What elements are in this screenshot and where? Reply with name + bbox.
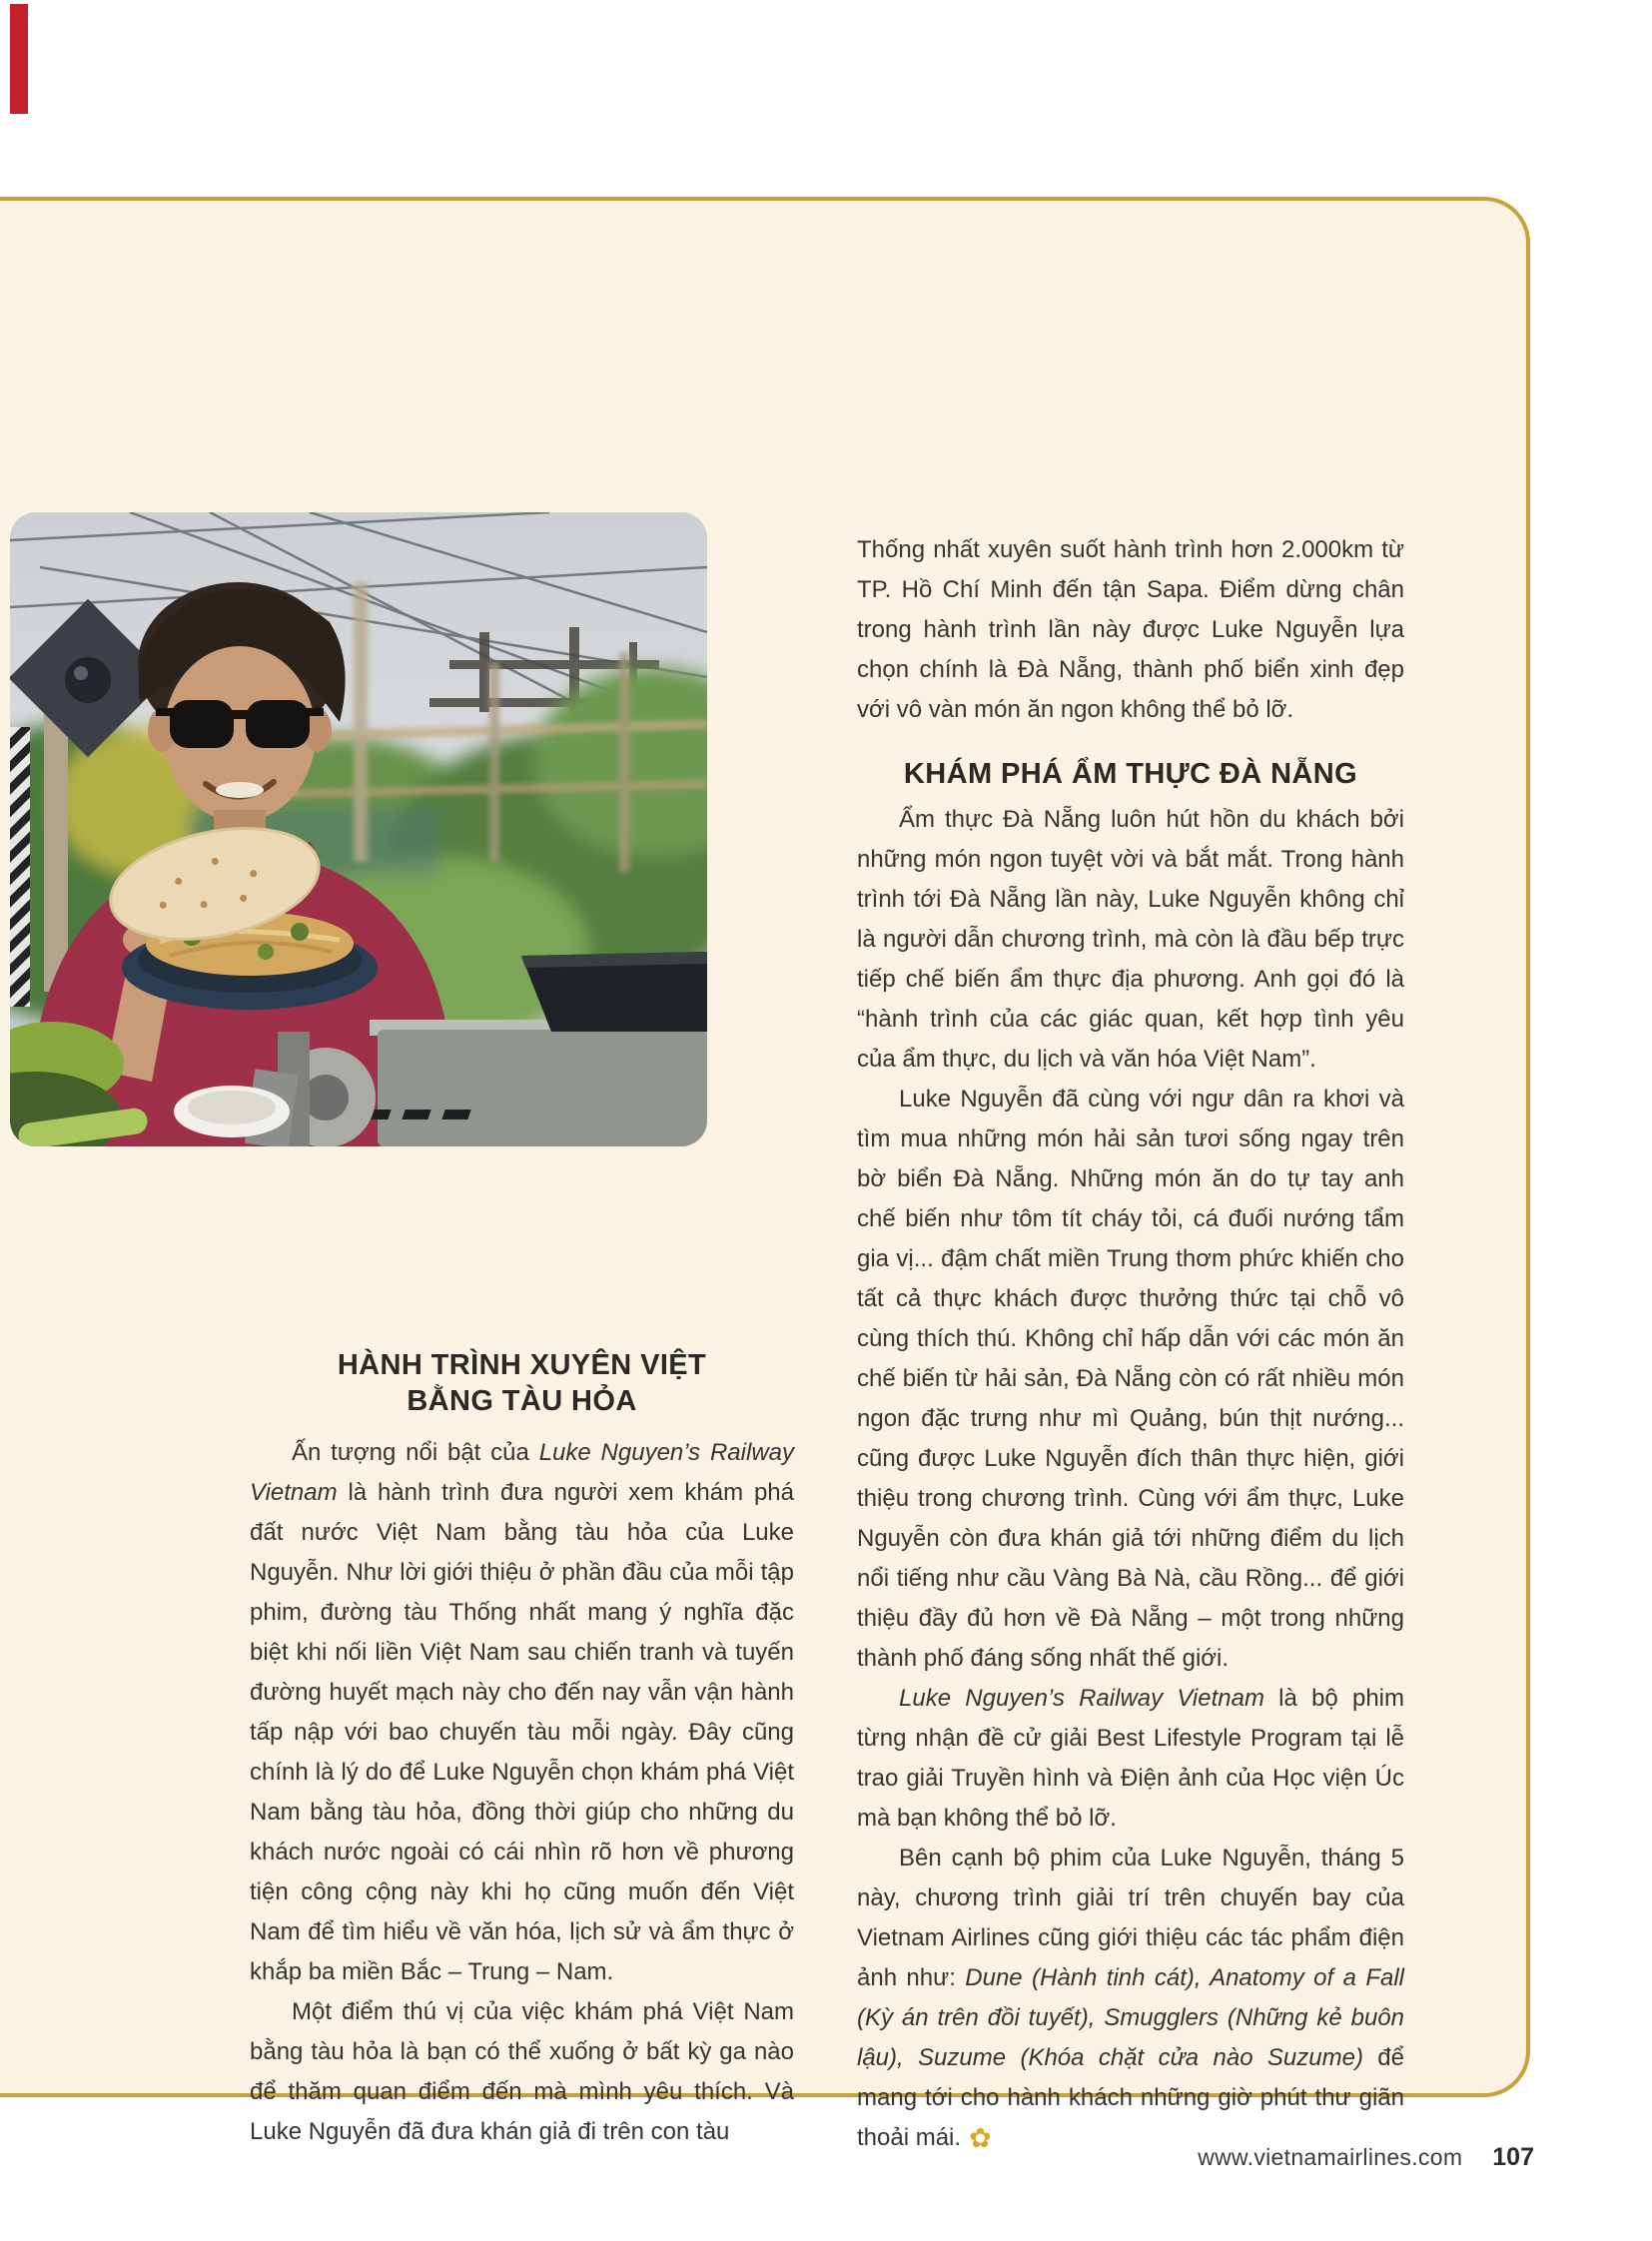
paragraph [857, 530, 1404, 730]
photo-illustration [10, 512, 707, 1146]
text-segment: Dune (Hành tinh cát), Anatomy of a Fall (Kỳ án trên đồi tuyết), Smugglers (Những kẻ buôn lậu), Suzume (Khóa chặt cửa nào Suzume) [857, 1964, 1404, 2071]
footer-url: www.vietnamairlines.com [1198, 2144, 1463, 2170]
right-column [857, 530, 1404, 2158]
paragraph [857, 800, 1404, 1080]
page-number: 107 [1492, 2143, 1534, 2171]
paragraph [857, 1679, 1404, 1839]
content-card [0, 197, 1530, 2153]
page-footer [1198, 2143, 1534, 2172]
paragraph [857, 1839, 1404, 2158]
text-segment: Một điểm thú vị của việc khám phá Việt Nam bằng tàu hỏa là bạn có thể xuống ở bất kỳ ga nào để thăm quan điểm đến mà mình yêu thích. Và Luke Nguyễn đã đưa khán giả đi trên con tàu [250, 1998, 794, 2145]
text-segment: để mang tới cho hành khách những giờ phút thư giãn thoải mái. [857, 2044, 1404, 2151]
paragraph [250, 1992, 794, 2152]
left-heading-line2: BẰNG TÀU HỎA [407, 1385, 637, 1417]
right-heading: KHÁM PHÁ ẨM THỰC ĐÀ NẴNG [903, 758, 1358, 790]
striped-barrier [10, 727, 30, 1007]
text-segment: Luke Nguyễn đã cùng với ngư dân ra khơi và tìm mua những món hải sản tươi sống ngay trên bờ biển Đà Nẵng. Những món ăn do tự tay anh chế biến như tôm tít cháy tỏi, cá đuối nướng tẩm gia vị... đậm chất miền Trung thơm phức khiến cho tất cả thực khách được thưởng thức tại chỗ vô cùng thích thú. Không chỉ hấp dẫn với các món ăn chế biến từ hải sản, Đà Nẵng còn có rất nhiều món ngon đặc trưng như mì Quảng, bún thịt nướng... cũng được Luke Nguyễn đích thân thực hiện, giới thiệu trong chương trình. Cùng với ẩm thực, Luke Nguyễn còn đưa khán giả tới những điểm du lịch nổi tiếng như cầu Vàng Bà Nà, cầu Rồng... để giới thiệu đầy đủ hơn về Đà Nẵng – một trong những thành phố đáng sống nhất thế giới. [857, 1086, 1404, 1672]
text-segment: Luke Nguyen’s Railway Vietnam [899, 1685, 1264, 1712]
left-heading [250, 1347, 794, 1419]
paragraph [857, 1080, 1404, 1679]
text-segment: Thống nhất xuyên suốt hành trình hơn 2.000km từ TP. Hồ Chí Minh đến tận Sapa. Điểm dừng chân trong hành trình lần này được Luke Nguyễn lựa chọn chính là Đà Nẵng, thành phố biển xinh đẹp với vô vàn món ăn ngon không thể bỏ lỡ. [857, 536, 1404, 723]
text-segment: là bộ phim từng nhận đề cử giải Best Lifestyle Program tại lễ trao giải Truyền hình và Điện ảnh của Học viện Úc mà bạn không thể bỏ lỡ. [857, 1685, 1404, 1832]
paragraph [250, 1433, 794, 1992]
left-column [250, 1347, 794, 2152]
right-intro-paragraphs [857, 530, 1404, 730]
text-segment: Bên cạnh bộ phim của Luke Nguyễn, tháng 5 này, chương trình giải trí trên chuyến bay của Vietnam Airlines cũng giới thiệu các tác phẩm điện ảnh như: [857, 1845, 1404, 1991]
text-segment: Ẩm thực Đà Nẵng luôn hút hồn du khách bởi những món ngon tuyệt vời và bắt mắt. Trong hành trình tới Đà Nẵng lần này, Luke Nguyễn không chỉ là người dẫn chương trình, mà còn là đầu bếp trực tiếp chế biến ẩm thực địa phương. Anh gọi đó là “hành trình của các giác quan, kết hợp tình yêu của ẩm thực, du lịch và văn hóa Việt Nam”. [857, 806, 1404, 1073]
left-heading-line1: HÀNH TRÌNH XUYÊN VIỆT [337, 1349, 707, 1381]
photo-luke-nguyen [10, 512, 707, 1146]
lotus-icon: ✿ [969, 2123, 992, 2153]
text-segment: Luke Nguyen’s Railway Vietnam [250, 1439, 795, 1506]
left-paragraphs [250, 1433, 794, 2152]
red-bookmark-tab [10, 4, 28, 114]
text-segment: Ấn tượng nổi bật của [292, 1439, 539, 1466]
text-segment: là hành trình đưa người xem khám phá đất nước Việt Nam bằng tàu hỏa của Luke Nguyễn. Như lời giới thiệu ở phần đầu của mỗi tập phim, đường tàu Thống nhất mang ý nghĩa đặc biệt khi nối liền Việt Nam sau chiến tranh và tuyến đường huyết mạch này cho đến nay vẫn vận hành tấp nập với bao chuyến tàu mỗi ngày. Đây cũng chính là lý do để Luke Nguyễn chọn khám phá Việt Nam bằng tàu hỏa, đồng thời giúp cho những du khách nước ngoài có cái nhìn rõ hơn về phương tiện công cộng này khi họ cũng muốn đến Việt Nam để tìm hiểu về văn hóa, lịch sử và ẩm thực ở khắp ba miền Bắc – Trung – Nam. [250, 1479, 794, 1985]
right-paragraphs [857, 800, 1404, 2158]
